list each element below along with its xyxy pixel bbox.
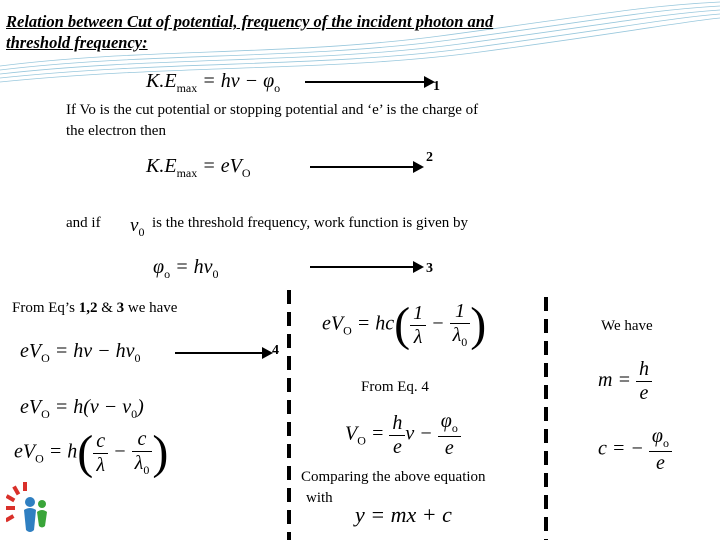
arrow-3 <box>310 266 422 268</box>
slide-title: Relation between Cut of potential, frequency of the incident photon and threshold frequency: <box>6 12 494 52</box>
equation-7: $eV_O = hc$( $\frac{1}{\lambda}$ − $\frac{1}{\lambda_0}$ ) <box>322 298 487 351</box>
equation-c: c = − $\frac{\varphi_o}{e}$ <box>598 425 672 475</box>
equation-6: $eV_O = h$( $\frac{c}{\lambda}$ − $\frac{c}{\lambda_0}$ ) <box>14 426 169 479</box>
eq-number-2: 2 <box>426 150 433 165</box>
equation-m: m = $\frac{h}{e}$ <box>598 358 652 405</box>
arrow-4 <box>175 352 271 354</box>
threshold-clause-text: is the threshold frequency, work function is given by <box>152 215 469 231</box>
divider-left <box>287 290 291 540</box>
nu-zero-symbol: $\nu_0$ <box>130 215 145 239</box>
from-eq4-text: From Eq. 4 <box>361 379 429 395</box>
equation-work-function: $\varphi_o = h\nu_0$ <box>153 256 219 281</box>
if-vo-line-2: the electron then <box>66 123 166 139</box>
equation-line: y = mx + c <box>355 502 452 527</box>
eq-number-4: 4 <box>272 343 279 358</box>
equation-ke-1: $K.E_{max} = h\nu - \varphi_o$ <box>146 70 281 95</box>
eq-number-3: 3 <box>426 261 433 276</box>
equation-8: $V_O$ = $\frac{h}{e}$ ν − $\frac{\varphi_o}{e}$ <box>345 410 461 460</box>
from-eqs-text: From Eq’s 1,2 & 3 we have <box>12 300 178 316</box>
equation-5: $eV_O = h(\nu - \nu_0)$ <box>20 396 144 421</box>
arrow-1 <box>305 81 433 83</box>
logo-icon <box>6 480 54 540</box>
we-have-right-text: We have <box>601 318 653 334</box>
comparing-text: Comparing the above equation <box>301 469 486 485</box>
if-vo-line-1: If Vo is the cut potential or stopping potential and ‘e’ is the charge of <box>66 102 479 118</box>
equation-4: $eV_O = h\nu - h\nu_0$ <box>20 340 141 365</box>
and-if-text: and if <box>66 215 101 231</box>
with-text: with <box>306 490 333 506</box>
divider-right <box>544 297 548 540</box>
arrow-2 <box>310 166 422 168</box>
equation-ke-2: $K.E_{max} = eV_O$ <box>146 155 251 180</box>
eq-number-1: 1 <box>433 79 440 94</box>
